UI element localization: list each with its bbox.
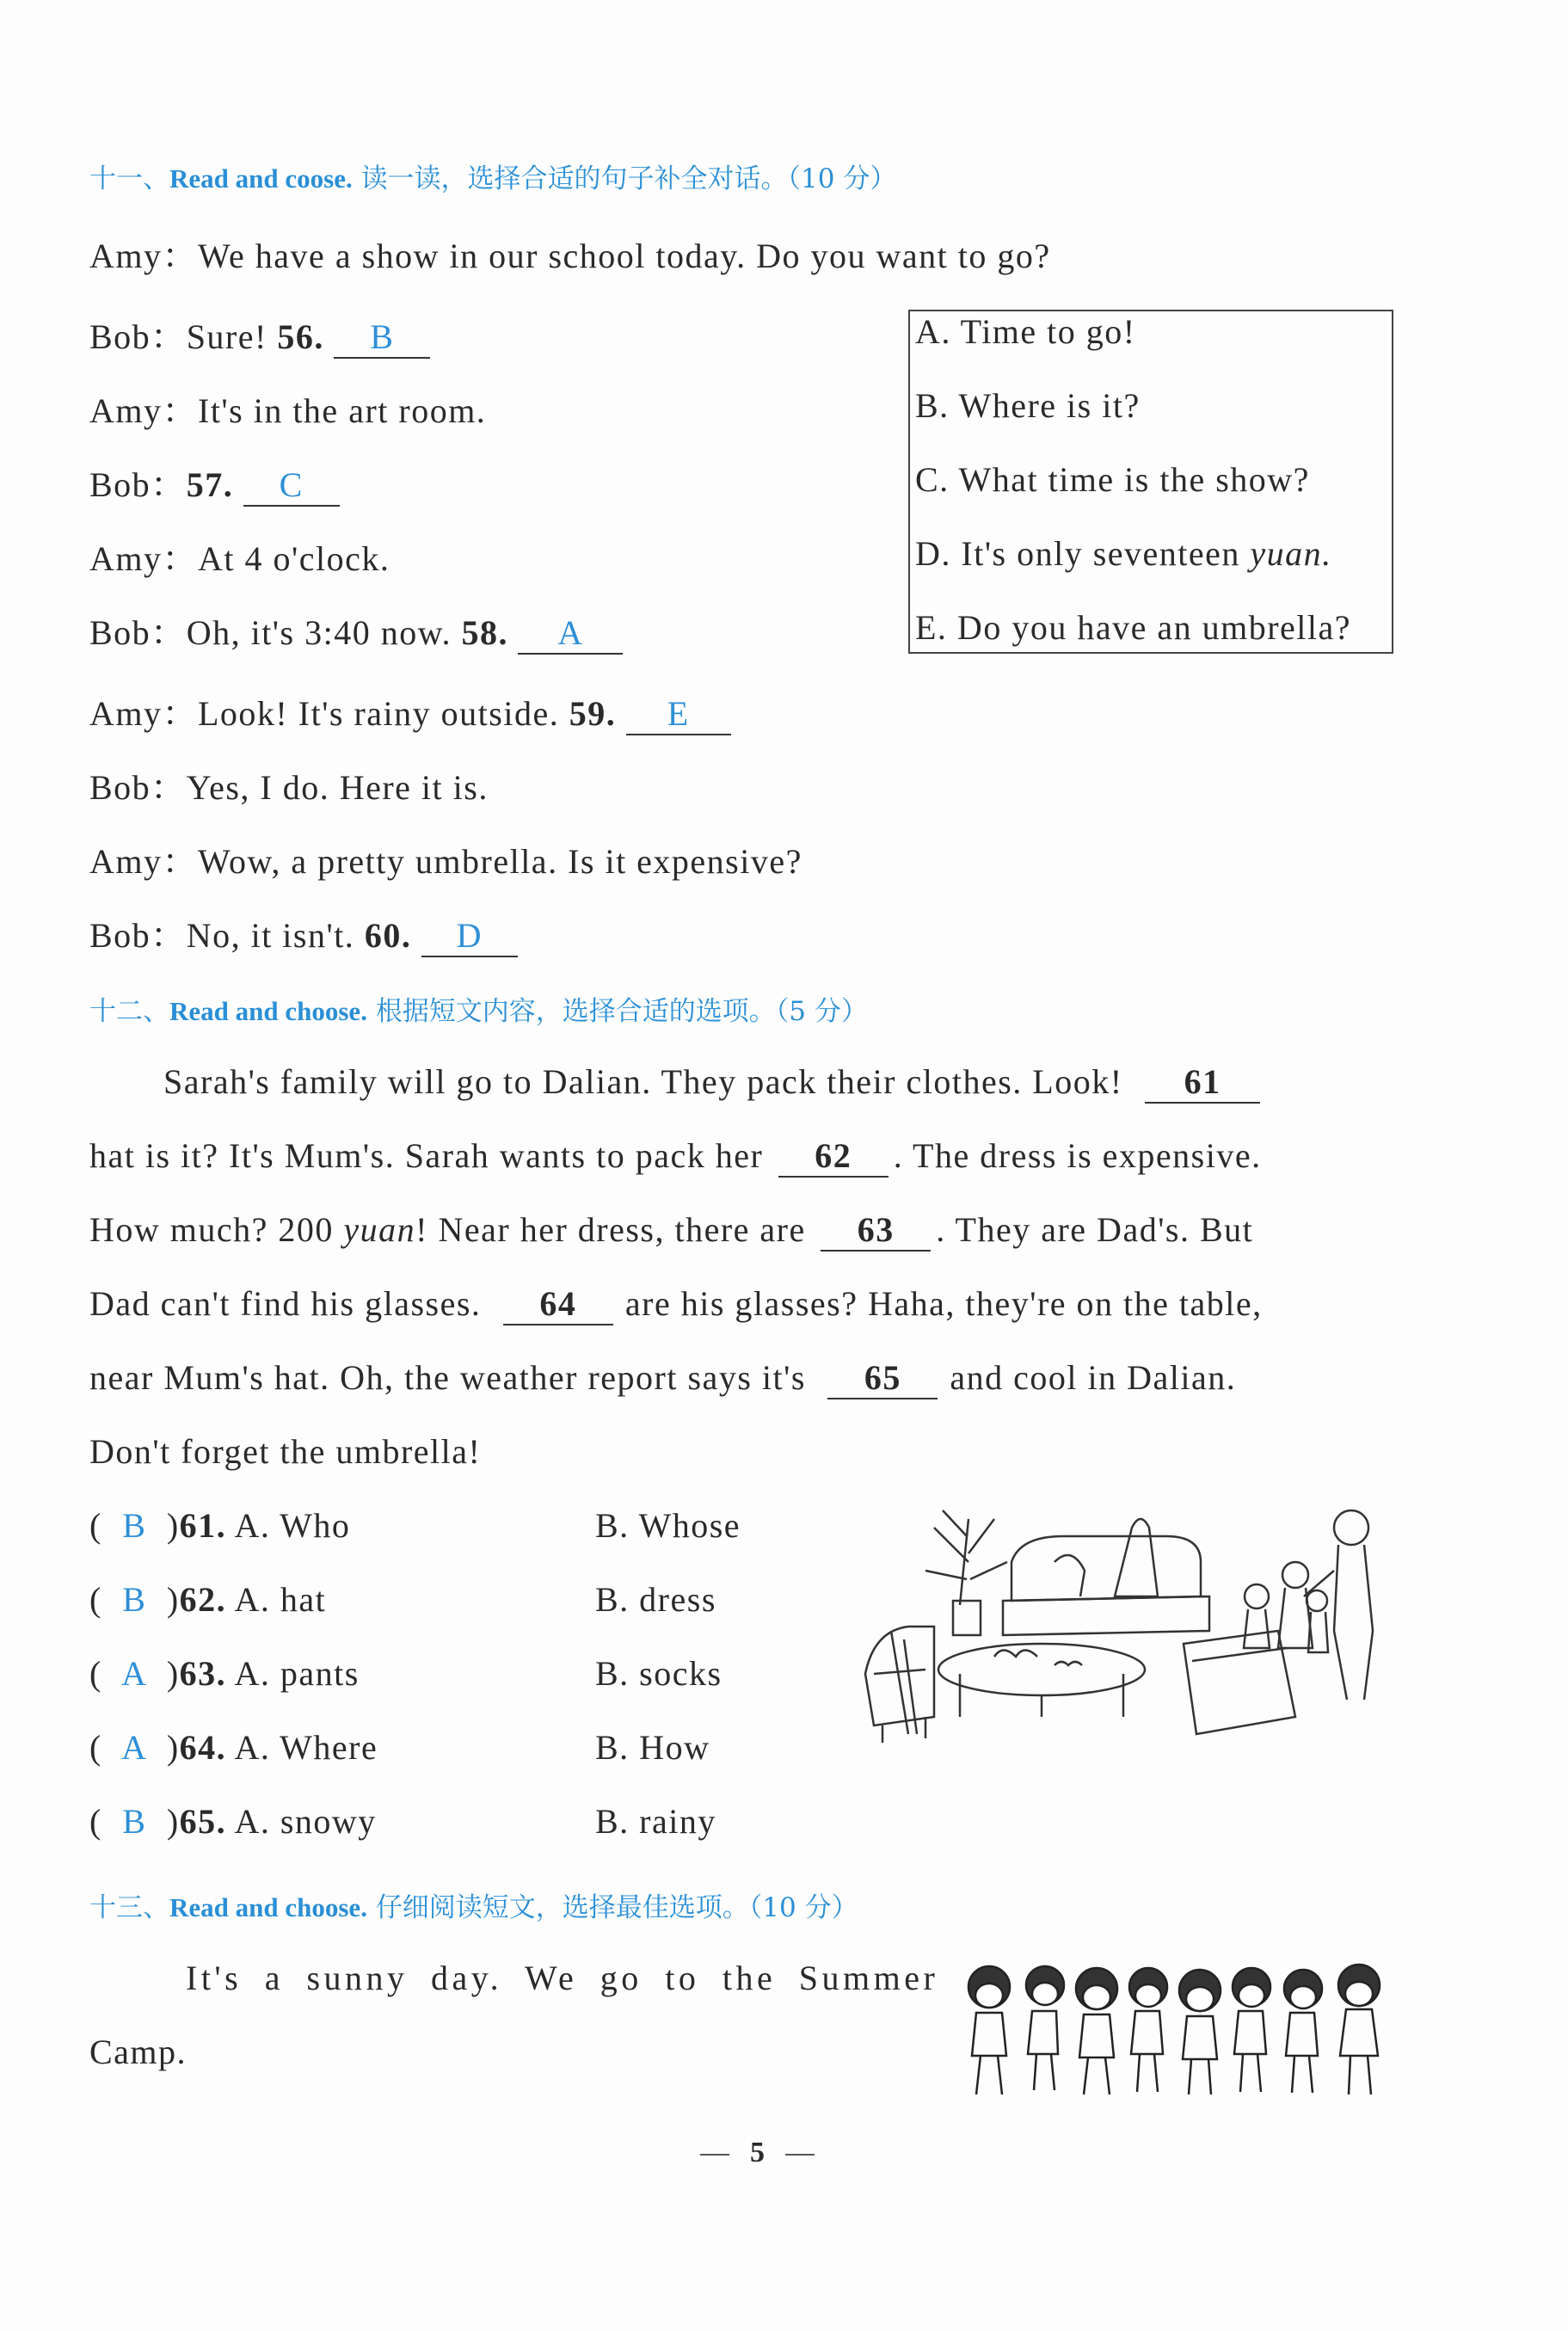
dialogue-line: Amy：At 4 o'clock. (89, 539, 390, 578)
passage-blank: 62 (778, 1135, 889, 1178)
passage-blank: 64 (503, 1283, 613, 1325)
section-title-en: Read and coose. (169, 163, 353, 194)
dialogue-line: Bob：Oh, it's 3:40 now. 58. A (89, 606, 623, 655)
answer-blank[interactable] (334, 317, 430, 359)
section-11-header (89, 157, 896, 195)
handwritten-answer: C (279, 465, 304, 504)
dialogue-line: Bob：Sure! 56. B (89, 310, 430, 359)
question-option-b: B. Whose (595, 1506, 741, 1545)
passage-blank: 63 (821, 1209, 931, 1252)
option-a: A. Time to go! (915, 312, 1136, 351)
section-13-header: 十三、Read and choose. 仔细阅读短文，选择最佳选项。（10 分） (89, 1892, 858, 1923)
passage-blank: 65 (827, 1357, 938, 1399)
question-row: ( B )65. A. snowy (89, 1802, 377, 1841)
question-option-b: B. rainy (595, 1802, 716, 1841)
question-row: ( B )61. A. Who (89, 1506, 351, 1545)
handwritten-answer[interactable]: A (121, 1728, 148, 1767)
handwritten-answer: D (456, 916, 483, 955)
dialogue-line: Bob：No, it isn't. 60. D (89, 908, 518, 957)
passage-line: hat is it? It's Mum's. Sarah wants to pack her 62 . The dress is expensive. (89, 1135, 1262, 1178)
answer-blank[interactable] (421, 915, 518, 957)
section-number: 十一、 (89, 163, 169, 194)
passage-line: It's a sunny day. We go to the Summer (186, 1959, 939, 1997)
answer-blank[interactable] (518, 612, 623, 655)
living-room-illustration (857, 1502, 1399, 1743)
answer-blank[interactable] (626, 693, 731, 735)
handwritten-answer[interactable]: B (122, 1580, 147, 1619)
dialogue-line: Amy：We have a show in our school today. Do you want to go? (89, 237, 1051, 275)
passage-line: Camp. (89, 2033, 188, 2071)
passage-blank: 61 (1145, 1061, 1260, 1104)
handwritten-answer[interactable]: B (122, 1802, 147, 1841)
question-option-b: B. How (595, 1728, 710, 1767)
question-option-b: B. dress (595, 1580, 716, 1619)
option-c: C. What time is the show? (915, 460, 1310, 499)
handwritten-answer: E (667, 694, 690, 733)
section-12-header: 十二、Read and choose. 根据短文内容，选择合适的选项。（5 分） (89, 996, 868, 1027)
handwritten-answer[interactable]: A (121, 1654, 148, 1693)
question-row: ( B )62. A. hat (89, 1580, 327, 1619)
question-row: ( A )63. A. pants (89, 1654, 360, 1693)
passage-line: Sarah's family will go to Dalian. They pack their clothes. Look! 61 (163, 1061, 1260, 1104)
page-number: 5 (679, 2137, 835, 2169)
question-option-b: B. socks (595, 1654, 723, 1693)
option-d: D. It's only seventeen yuan. (915, 534, 1332, 573)
handwritten-answer[interactable]: B (122, 1506, 147, 1545)
passage-line: Don't forget the umbrella! (89, 1432, 482, 1471)
dialogue-line: Bob：Yes, I do. Here it is. (89, 768, 489, 807)
answer-blank[interactable] (243, 464, 340, 507)
option-e: E. Do you have an umbrella? (915, 608, 1352, 647)
passage-line: near Mum's hat. Oh, the weather report says it's 65 and cool in Dalian. (89, 1357, 1236, 1399)
section-title-cn: 读一读，选择合适的句子补全对话。（10 分） (360, 163, 897, 194)
dialogue-line: Bob：57. C (89, 458, 340, 507)
passage-line: Dad can't find his glasses. 64 are his glasses? Haha, they're on the table, (89, 1283, 1263, 1325)
handwritten-answer: B (370, 317, 395, 356)
dialogue-line: Amy：Look! It's rainy outside. 59. E (89, 686, 731, 735)
dialogue-line: Amy：It's in the art room. (89, 391, 487, 430)
option-b: B. Where is it? (915, 386, 1141, 425)
summer-camp-children-illustration (955, 1953, 1402, 2099)
handwritten-answer: A (557, 613, 584, 652)
passage-line: How much? 200 yuan! Near her dress, there are 63 . They are Dad's. But (89, 1209, 1253, 1252)
question-row: ( A )64. A. Where (89, 1728, 378, 1767)
dialogue-line: Amy：Wow, a pretty umbrella. Is it expensive? (89, 842, 802, 881)
